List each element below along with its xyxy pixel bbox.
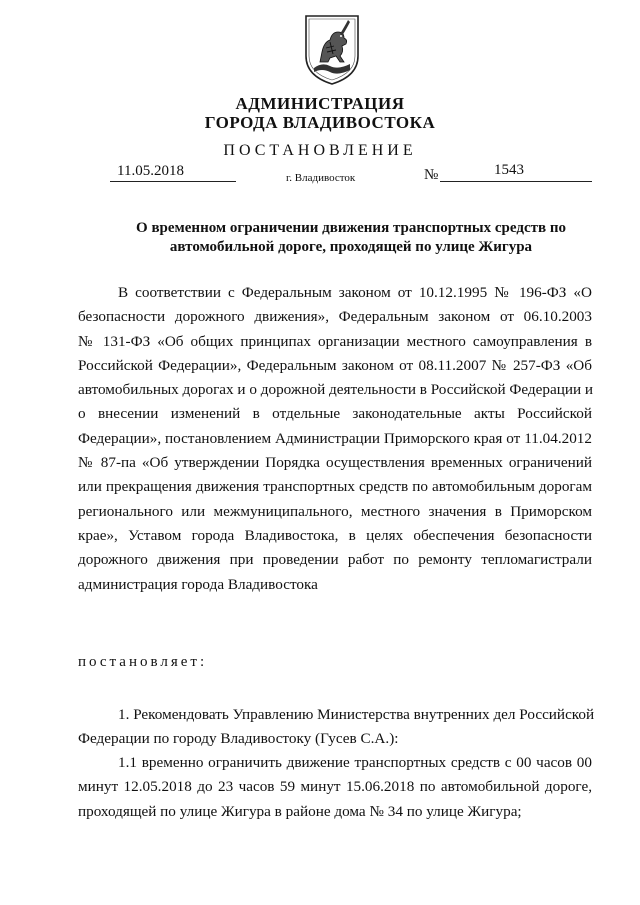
preamble-line: Российской Федерации», Федеральным законом от 08.11.2007 № 257-ФЗ «Об bbox=[78, 356, 592, 374]
item-1-1-line: проходящей по улице Жигура в районе дома № 34 по улице Жигура; bbox=[78, 802, 522, 820]
preamble-line: крае», Уставом города Владивостока, в целях обеспечения безопасности bbox=[78, 526, 592, 544]
resolves-heading: постановляет: bbox=[78, 654, 208, 670]
preamble-line: Федерации», постановлением Администрации Приморского края от 11.04.2012 bbox=[78, 429, 592, 447]
document-subject bbox=[110, 219, 592, 257]
document-number: 1543 bbox=[494, 162, 524, 178]
document-date: 11.05.2018 bbox=[117, 163, 184, 179]
preamble-line: дорожного движения при проведении работ по ремонту тепломагистрали bbox=[78, 551, 592, 569]
preamble-line: о внесении изменений в отдельные законодательные акты Российской bbox=[78, 405, 592, 423]
org-name-line1: АДМИНИСТРАЦИЯ bbox=[235, 94, 405, 113]
preamble-line: № 131-ФЗ «Об общих принципах организации местного самоуправления в bbox=[78, 332, 592, 350]
item-1-line: 1. Рекомендовать Управлению Министерства внутренних дел Российской bbox=[118, 706, 595, 723]
preamble-line: В соответствии с Федеральным законом от 10.12.1995 № 196-ФЗ «О bbox=[118, 284, 592, 301]
item-1-1-paragraph bbox=[78, 751, 592, 824]
item-1-paragraph bbox=[78, 703, 595, 752]
document-city: г. Владивосток bbox=[286, 172, 356, 184]
number-underline bbox=[440, 181, 592, 182]
preamble-line: или прекращения движения транспортных средств по автомобильным дорогам bbox=[78, 478, 592, 496]
item-1-line: Федерации по городу Владивостоку (Гусев С.А.): bbox=[78, 730, 399, 748]
preamble-paragraph bbox=[78, 281, 592, 597]
number-sign: № bbox=[424, 167, 439, 183]
date-underline bbox=[110, 181, 236, 182]
document-type: ПОСТАНОВЛЕНИЕ bbox=[223, 142, 417, 159]
preamble-line: администрация города Владивостока bbox=[78, 575, 318, 593]
preamble-line: № 87-па «Об утверждении Порядка осуществления временных ограничений bbox=[78, 454, 592, 472]
coat-of-arms-emblem bbox=[300, 12, 364, 88]
preamble-line: регионального или межмуниципального, местного значения в Приморском bbox=[78, 502, 592, 520]
org-name-line2: ГОРОДА ВЛАДИВОСТОКА bbox=[204, 113, 436, 132]
subject-line-1: О временном ограничении движения транспортных средств по bbox=[136, 220, 566, 236]
subject-line-2: автомобильной дороге, проходящей по улице Жигура bbox=[169, 239, 533, 255]
item-1-1-line: минут 12.05.2018 до 23 часов 59 минут 15.06.2018 по автомобильной дороге, bbox=[78, 778, 592, 796]
item-1-1-line: 1.1 временно ограничить движение транспортных средств с 00 часов 00 bbox=[118, 754, 592, 771]
preamble-line: автомобильных дорогах и о дорожной деятельности в Российской Федерации и bbox=[78, 381, 594, 399]
preamble-line: безопасности дорожного движения», Федеральным законом от 06.10.2003 bbox=[78, 308, 592, 326]
